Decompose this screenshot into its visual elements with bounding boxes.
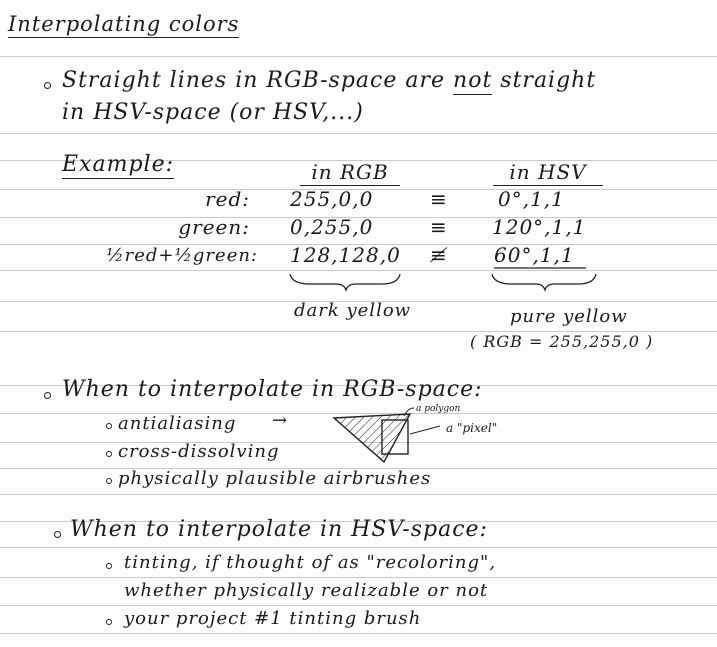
example-label: Example: <box>62 152 174 177</box>
pixel-label: a "pixel" <box>446 421 498 435</box>
row-label-red: red: <box>205 187 250 211</box>
polygon-label: a polygon <box>416 404 461 414</box>
note-dark-yellow: dark yellow <box>294 300 412 321</box>
row-rgb-mix: 128,128,0 <box>290 243 401 267</box>
note-pure-yellow: pure yellow <box>510 306 628 327</box>
rgb-heading: When to interpolate in RGB-space: <box>62 377 483 402</box>
hsv-heading: When to interpolate in HSV-space: <box>70 517 488 542</box>
row-rgb-green: 0,255,0 <box>290 215 374 239</box>
row-hsv-green: 120°,1,1 <box>492 215 587 239</box>
col-header-hsv: in HSV <box>493 160 603 186</box>
intro-line-2: in HSV-space (or HSV,...) <box>62 100 364 125</box>
intro-text-post: straight <box>492 68 597 93</box>
brace-rgb <box>290 274 400 290</box>
row-label-mix: ½red+½green: <box>106 245 258 266</box>
hsv-item-tinting: tinting, if thought of as "recoloring", <box>124 552 497 573</box>
page-title: Interpolating colors <box>8 12 240 36</box>
brace-hsv <box>492 274 596 290</box>
row-rel-green: ≡ <box>430 215 448 239</box>
note-pure-yellow-rgb: ( RGB = 255,255,0 ) <box>470 332 654 351</box>
row-label-green: green: <box>178 215 250 239</box>
hsv-item-tinting-cont: whether physically realizable or not <box>124 580 489 601</box>
intro-text-pre: Straight lines in RGB-space are <box>62 68 454 93</box>
row-rgb-red: 255,0,0 <box>290 187 374 211</box>
row-hsv-red: 0°,1,1 <box>498 187 565 211</box>
row-rel-mix: ≢ <box>430 243 448 267</box>
polygon-shape <box>334 414 410 462</box>
rgb-item-antialiasing: antialiasing <box>118 413 237 434</box>
col-header-rgb: in RGB <box>300 160 400 186</box>
row-rel-red: ≡ <box>430 187 448 211</box>
rgb-item-cross-dissolving: cross-dissolving <box>118 441 280 462</box>
arrow-right-icon: → <box>272 410 289 431</box>
row-hsv-mix: 60°,1,1 <box>494 243 575 267</box>
intro-text-not: not <box>453 68 493 93</box>
hsv-item-project: your project #1 tinting brush <box>124 608 422 629</box>
rgb-item-airbrushes: physically plausible airbrushes <box>118 468 432 489</box>
